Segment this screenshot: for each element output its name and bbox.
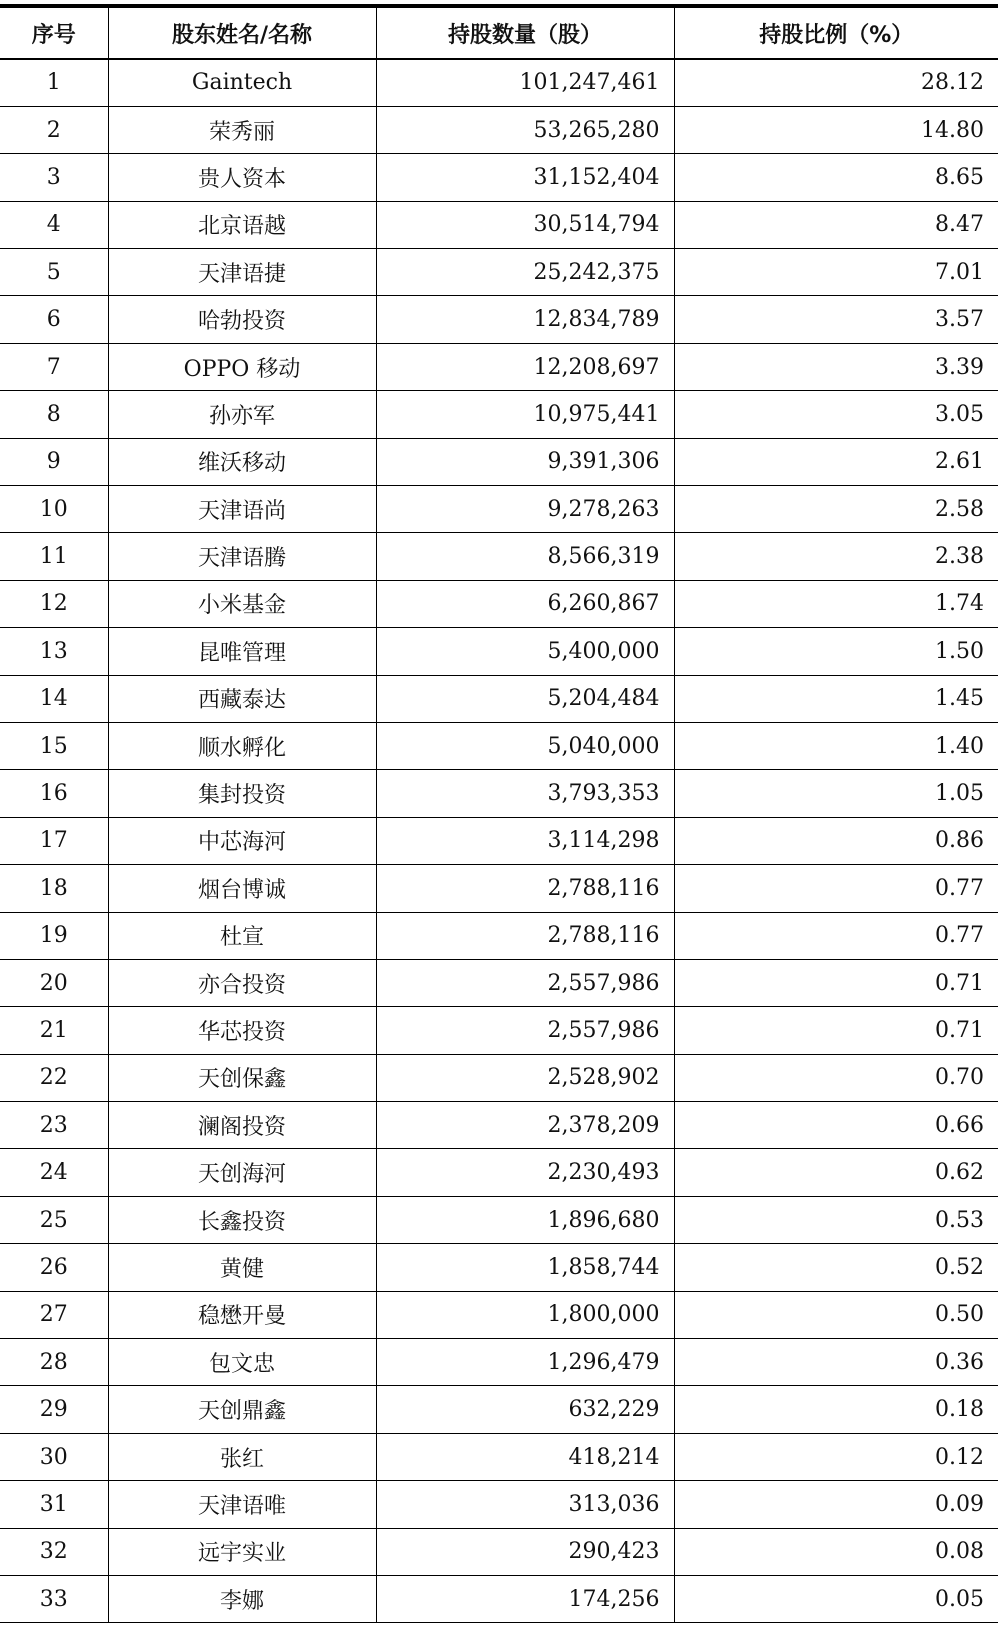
cell-share-ratio: 0.36 <box>674 1339 998 1386</box>
table-header <box>0 6 998 59</box>
cell-share-count: 9,391,306 <box>376 438 674 485</box>
cell-serial-number: 3 <box>0 154 108 201</box>
cell-share-ratio: 1.05 <box>674 770 998 817</box>
table-row <box>0 1244 998 1291</box>
cell-share-count: 174,256 <box>376 1576 674 1623</box>
cell-share-count: 10,975,441 <box>376 391 674 438</box>
table-row <box>0 1102 998 1149</box>
cell-share-count: 6,260,867 <box>376 580 674 627</box>
cell-share-ratio: 1.45 <box>674 675 998 722</box>
cell-share-ratio: 2.58 <box>674 486 998 533</box>
table-row <box>0 1196 998 1243</box>
cell-share-count: 2,557,986 <box>376 959 674 1006</box>
cell-serial-number: 13 <box>0 628 108 675</box>
table-row <box>0 1149 998 1196</box>
cell-shareholder-name: 中芯海河 <box>108 817 376 864</box>
cell-share-count: 290,423 <box>376 1528 674 1575</box>
cell-shareholder-name: OPPO 移动 <box>108 343 376 390</box>
cell-serial-number: 6 <box>0 296 108 343</box>
cell-share-count: 12,834,789 <box>376 296 674 343</box>
table-row <box>0 1291 998 1338</box>
cell-shareholder-name: 天创海河 <box>108 1149 376 1196</box>
cell-shareholder-name: 张红 <box>108 1433 376 1480</box>
table-row <box>0 959 998 1006</box>
cell-share-ratio: 1.74 <box>674 580 998 627</box>
cell-share-ratio: 0.70 <box>674 1054 998 1101</box>
cell-share-count: 3,793,353 <box>376 770 674 817</box>
cell-share-ratio: 0.66 <box>674 1102 998 1149</box>
cell-shareholder-name: 维沃移动 <box>108 438 376 485</box>
cell-shareholder-name: 北京语越 <box>108 201 376 248</box>
cell-serial-number: 5 <box>0 249 108 296</box>
cell-shareholder-name: 澜阁投资 <box>108 1102 376 1149</box>
cell-serial-number: 19 <box>0 912 108 959</box>
cell-serial-number: 4 <box>0 201 108 248</box>
cell-share-count: 2,788,116 <box>376 865 674 912</box>
cell-shareholder-name: Gaintech <box>108 59 376 106</box>
table-row <box>0 1576 998 1623</box>
cell-serial-number: 22 <box>0 1054 108 1101</box>
cell-share-ratio: 0.53 <box>674 1196 998 1243</box>
cell-serial-number: 27 <box>0 1291 108 1338</box>
cell-share-ratio: 0.86 <box>674 817 998 864</box>
cell-serial-number: 10 <box>0 486 108 533</box>
header-row <box>0 6 998 59</box>
cell-share-count: 1,896,680 <box>376 1196 674 1243</box>
cell-shareholder-name: 天津语唯 <box>108 1481 376 1528</box>
cell-share-ratio: 0.12 <box>674 1433 998 1480</box>
table-row <box>0 1339 998 1386</box>
cell-serial-number: 14 <box>0 675 108 722</box>
cell-shareholder-name: 李娜 <box>108 1576 376 1623</box>
cell-shareholder-name: 天创保鑫 <box>108 1054 376 1101</box>
table-row <box>0 296 998 343</box>
cell-share-count: 5,040,000 <box>376 722 674 769</box>
cell-share-count: 2,788,116 <box>376 912 674 959</box>
table-row <box>0 438 998 485</box>
cell-share-count: 5,400,000 <box>376 628 674 675</box>
cell-share-count: 418,214 <box>376 1433 674 1480</box>
table-row <box>0 154 998 201</box>
table-row <box>0 201 998 248</box>
cell-serial-number: 11 <box>0 533 108 580</box>
cell-serial-number: 33 <box>0 1576 108 1623</box>
cell-serial-number: 25 <box>0 1196 108 1243</box>
cell-shareholder-name: 天创鼎鑫 <box>108 1386 376 1433</box>
cell-share-count: 12,208,697 <box>376 343 674 390</box>
cell-share-ratio: 1.50 <box>674 628 998 675</box>
header-share-ratio: 持股比例（%） <box>674 6 998 59</box>
cell-shareholder-name: 杜宣 <box>108 912 376 959</box>
cell-shareholder-name: 稳懋开曼 <box>108 1291 376 1338</box>
cell-serial-number: 23 <box>0 1102 108 1149</box>
cell-shareholder-name: 哈勃投资 <box>108 296 376 343</box>
cell-share-ratio: 28.12 <box>674 59 998 106</box>
cell-share-ratio: 0.62 <box>674 1149 998 1196</box>
cell-share-count: 25,242,375 <box>376 249 674 296</box>
cell-share-ratio: 0.08 <box>674 1528 998 1575</box>
cell-serial-number: 15 <box>0 722 108 769</box>
cell-serial-number: 18 <box>0 865 108 912</box>
header-shareholder-name: 股东姓名/名称 <box>108 6 376 59</box>
cell-share-count: 2,230,493 <box>376 1149 674 1196</box>
cell-serial-number: 32 <box>0 1528 108 1575</box>
cell-share-ratio: 3.57 <box>674 296 998 343</box>
cell-share-count: 9,278,263 <box>376 486 674 533</box>
cell-share-count: 1,800,000 <box>376 1291 674 1338</box>
cell-share-count: 8,566,319 <box>376 533 674 580</box>
shareholder-table <box>0 4 998 1623</box>
cell-share-ratio: 14.80 <box>674 106 998 153</box>
cell-share-ratio: 0.18 <box>674 1386 998 1433</box>
cell-shareholder-name: 荣秀丽 <box>108 106 376 153</box>
cell-share-ratio: 2.61 <box>674 438 998 485</box>
cell-share-ratio: 0.77 <box>674 912 998 959</box>
cell-share-count: 30,514,794 <box>376 201 674 248</box>
table-row <box>0 106 998 153</box>
cell-serial-number: 30 <box>0 1433 108 1480</box>
cell-serial-number: 24 <box>0 1149 108 1196</box>
cell-shareholder-name: 天津语捷 <box>108 249 376 296</box>
cell-share-count: 101,247,461 <box>376 59 674 106</box>
header-serial-number: 序号 <box>0 6 108 59</box>
cell-share-count: 2,528,902 <box>376 1054 674 1101</box>
cell-share-ratio: 7.01 <box>674 249 998 296</box>
table-row <box>0 343 998 390</box>
table-body <box>0 59 998 1623</box>
cell-shareholder-name: 小米基金 <box>108 580 376 627</box>
cell-serial-number: 21 <box>0 1007 108 1054</box>
cell-share-count: 2,378,209 <box>376 1102 674 1149</box>
table-row <box>0 770 998 817</box>
cell-share-count: 5,204,484 <box>376 675 674 722</box>
cell-share-ratio: 2.38 <box>674 533 998 580</box>
cell-shareholder-name: 天津语腾 <box>108 533 376 580</box>
cell-shareholder-name: 孙亦军 <box>108 391 376 438</box>
cell-share-ratio: 8.47 <box>674 201 998 248</box>
cell-share-ratio: 0.52 <box>674 1244 998 1291</box>
cell-shareholder-name: 昆唯管理 <box>108 628 376 675</box>
cell-share-count: 632,229 <box>376 1386 674 1433</box>
cell-serial-number: 31 <box>0 1481 108 1528</box>
cell-share-ratio: 0.71 <box>674 1007 998 1054</box>
cell-shareholder-name: 远宇实业 <box>108 1528 376 1575</box>
cell-shareholder-name: 华芯投资 <box>108 1007 376 1054</box>
table-row <box>0 1054 998 1101</box>
cell-shareholder-name: 西藏泰达 <box>108 675 376 722</box>
cell-shareholder-name: 黄健 <box>108 1244 376 1291</box>
cell-serial-number: 17 <box>0 817 108 864</box>
cell-shareholder-name: 亦合投资 <box>108 959 376 1006</box>
table-row <box>0 628 998 675</box>
cell-share-count: 2,557,986 <box>376 1007 674 1054</box>
cell-share-ratio: 0.05 <box>674 1576 998 1623</box>
table-row <box>0 675 998 722</box>
table-row <box>0 912 998 959</box>
cell-serial-number: 28 <box>0 1339 108 1386</box>
table-row <box>0 722 998 769</box>
cell-share-count: 313,036 <box>376 1481 674 1528</box>
cell-serial-number: 1 <box>0 59 108 106</box>
cell-serial-number: 26 <box>0 1244 108 1291</box>
cell-shareholder-name: 集封投资 <box>108 770 376 817</box>
cell-shareholder-name: 贵人资本 <box>108 154 376 201</box>
cell-share-ratio: 0.50 <box>674 1291 998 1338</box>
cell-share-ratio: 1.40 <box>674 722 998 769</box>
cell-share-ratio: 3.39 <box>674 343 998 390</box>
table-row <box>0 533 998 580</box>
cell-shareholder-name: 长鑫投资 <box>108 1196 376 1243</box>
table-row <box>0 1386 998 1433</box>
cell-serial-number: 2 <box>0 106 108 153</box>
cell-share-count: 1,296,479 <box>376 1339 674 1386</box>
table-row <box>0 1433 998 1480</box>
cell-share-count: 31,152,404 <box>376 154 674 201</box>
cell-share-count: 1,858,744 <box>376 1244 674 1291</box>
table-row <box>0 865 998 912</box>
table-row <box>0 59 998 106</box>
cell-serial-number: 9 <box>0 438 108 485</box>
table-row <box>0 391 998 438</box>
cell-serial-number: 29 <box>0 1386 108 1433</box>
table-row <box>0 817 998 864</box>
table-row <box>0 486 998 533</box>
cell-serial-number: 16 <box>0 770 108 817</box>
header-share-count: 持股数量（股） <box>376 6 674 59</box>
cell-share-count: 3,114,298 <box>376 817 674 864</box>
table-row <box>0 1481 998 1528</box>
cell-share-ratio: 8.65 <box>674 154 998 201</box>
table-row <box>0 249 998 296</box>
cell-share-ratio: 3.05 <box>674 391 998 438</box>
cell-serial-number: 7 <box>0 343 108 390</box>
cell-serial-number: 12 <box>0 580 108 627</box>
cell-shareholder-name: 烟台博诚 <box>108 865 376 912</box>
cell-serial-number: 8 <box>0 391 108 438</box>
cell-share-ratio: 0.77 <box>674 865 998 912</box>
cell-share-ratio: 0.09 <box>674 1481 998 1528</box>
cell-shareholder-name: 天津语尚 <box>108 486 376 533</box>
cell-share-ratio: 0.71 <box>674 959 998 1006</box>
table-row <box>0 1007 998 1054</box>
table-row <box>0 1528 998 1575</box>
cell-share-count: 53,265,280 <box>376 106 674 153</box>
cell-shareholder-name: 顺水孵化 <box>108 722 376 769</box>
cell-shareholder-name: 包文忠 <box>108 1339 376 1386</box>
table-row <box>0 580 998 627</box>
cell-serial-number: 20 <box>0 959 108 1006</box>
